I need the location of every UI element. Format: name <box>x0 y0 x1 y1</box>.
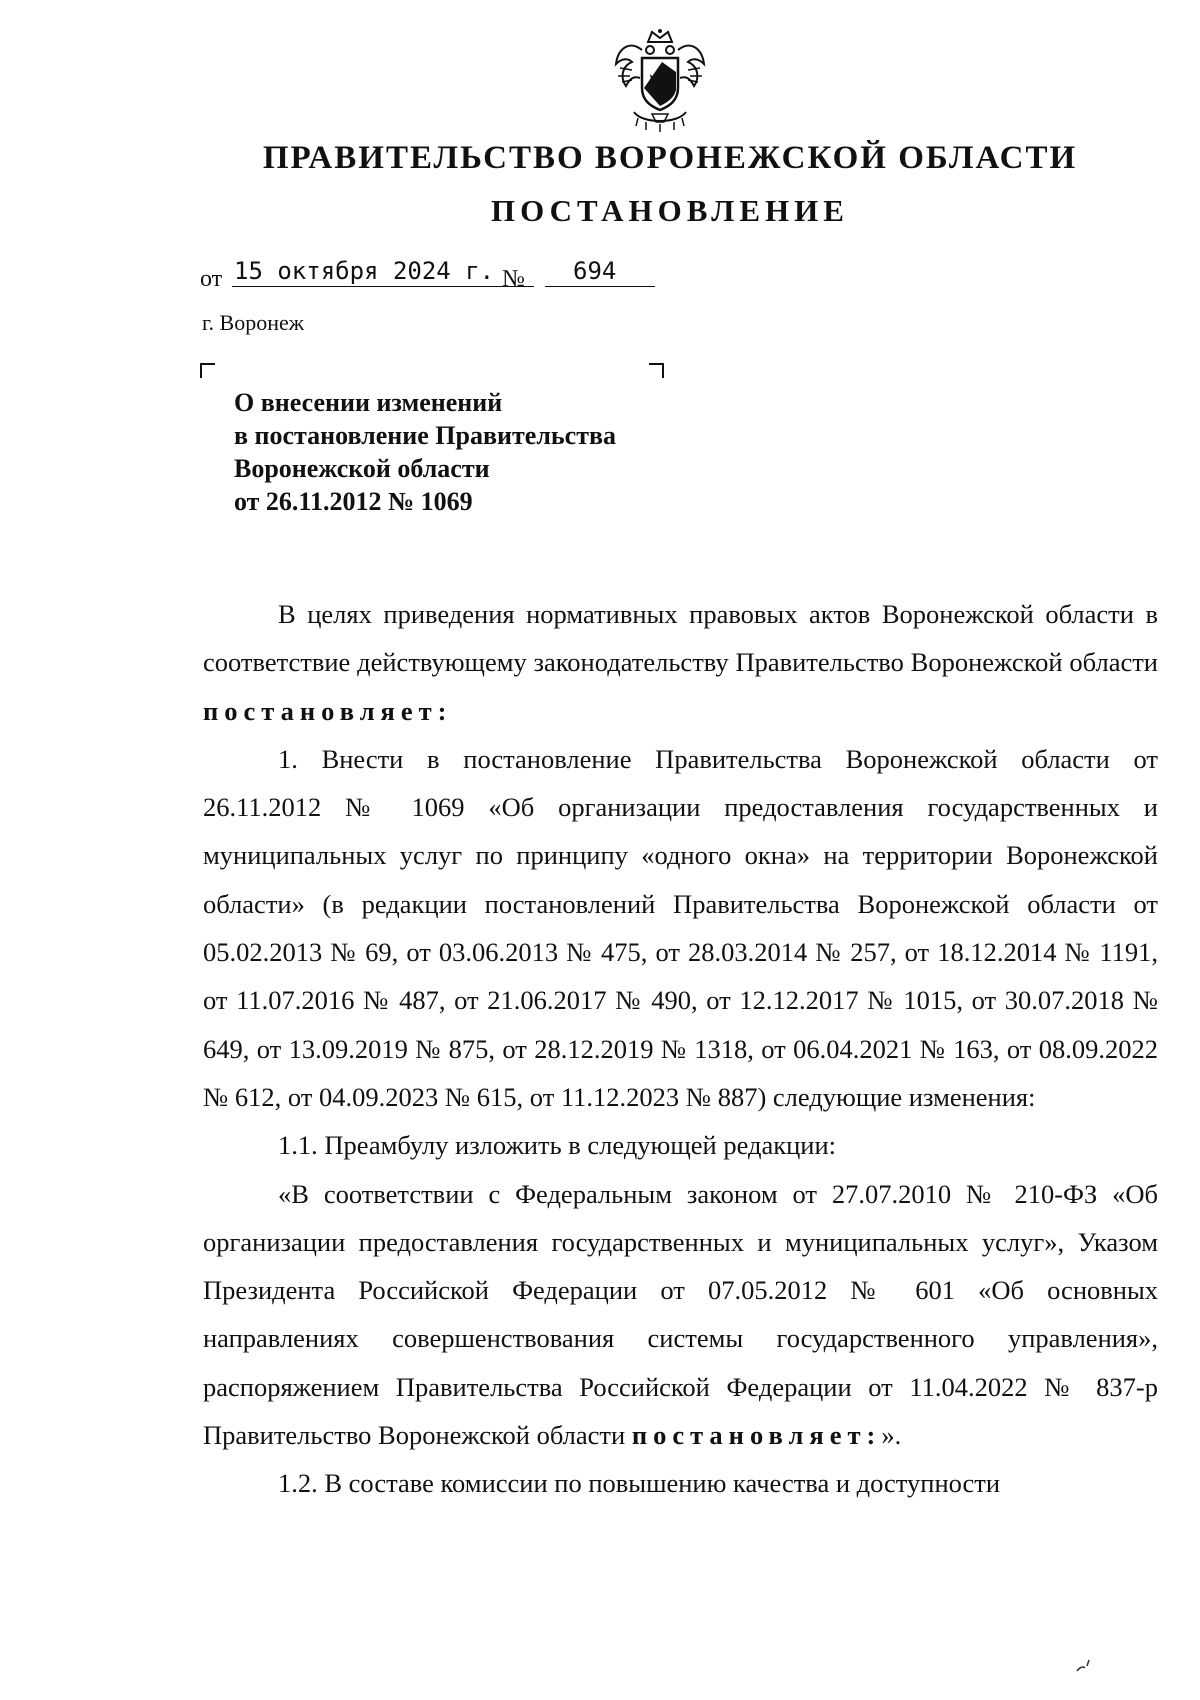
item-1-paragraph: 1. Внести в постановление Правительства Воронежской области от 26.11.2012 № 1069 «Об организации предоставления государственных и муниципальных услуг по принципу «одного окна» на территории Воронежской области» (в редакции постановлений Правительства Воронежской области от 05.02.2013 № 69, от 03.06.2013 № 475, от 28.03.2014 № 257, от 18.12.2014 № 1191, от 11.07.2016 № 487, от 21.06.2017 № 490, от 12.12.2017 № 1015, от 30.07.2018 № 649, от 13.09.2019 № 875, от 28.12.2019 № 1318, от 06.04.2021 № 163, от 08.09.2022 № 612, от 04.09.2023 № 615, от 11.12.2023 № 887) следующие изменения: <box>203 743 1158 1112</box>
right-corner-bracket <box>649 363 664 378</box>
from-label: от <box>200 266 223 292</box>
subject-line: от 26.11.2012 № 1069 <box>234 487 473 516</box>
document-subject <box>234 386 694 518</box>
government-name: ПРАВИТЕЛЬСТВО ВОРОНЕЖСКОЙ ОБЛАСТИ <box>262 140 1078 176</box>
new-preamble-paragraph <box>203 1170 1158 1460</box>
city-name: г. Воронеж <box>202 310 304 335</box>
number-sign: № <box>502 266 525 292</box>
paragraph-text: В целях приведения нормативных правовых актов Воронежской области в соответствие действующему законодательству Правительство Воронежской области <box>203 599 1158 678</box>
coat-of-arms-icon <box>612 28 708 132</box>
item-1-2-paragraph: 1.2. В составе комиссии по повышению качества и доступности <box>278 1468 1001 1499</box>
registration-line <box>200 256 670 296</box>
document-body <box>203 590 1158 1508</box>
left-corner-bracket <box>200 363 215 378</box>
resolves-keyword: постановляет: <box>203 695 453 726</box>
quote-end: ». <box>881 1420 902 1451</box>
subject-line: Воронежской области <box>234 454 490 483</box>
subject-line: О внесении изменений <box>234 388 503 417</box>
preamble-paragraph <box>203 590 1158 735</box>
document-type-title: ПОСТАНОВЛЕНИЕ <box>491 193 849 228</box>
document-number: 694 <box>545 256 655 287</box>
resolves-keyword: постановляет: <box>631 1420 882 1451</box>
document-date: 15 октября 2024 г. <box>232 256 534 287</box>
paragraph-text: «В соответствии с Федеральным законом от 27.07.2010 № 210-ФЗ «Об организации предоставления государственных и муниципальных услуг», Указом Президента Российской Федерации от 07.05.2012 № 601 «Об основных направлениях совершенствования системы государственного управления», распоряжением Правительства Российской Федерации от 11.04.2022 № 837-р Правительство Воронежской области <box>203 1178 1158 1451</box>
scan-mark-icon <box>1075 1657 1095 1673</box>
subject-line: в постановление Правительства <box>234 421 617 450</box>
item-1-1-paragraph: 1.1. Преамбулу изложить в следующей редакции: <box>278 1130 837 1161</box>
